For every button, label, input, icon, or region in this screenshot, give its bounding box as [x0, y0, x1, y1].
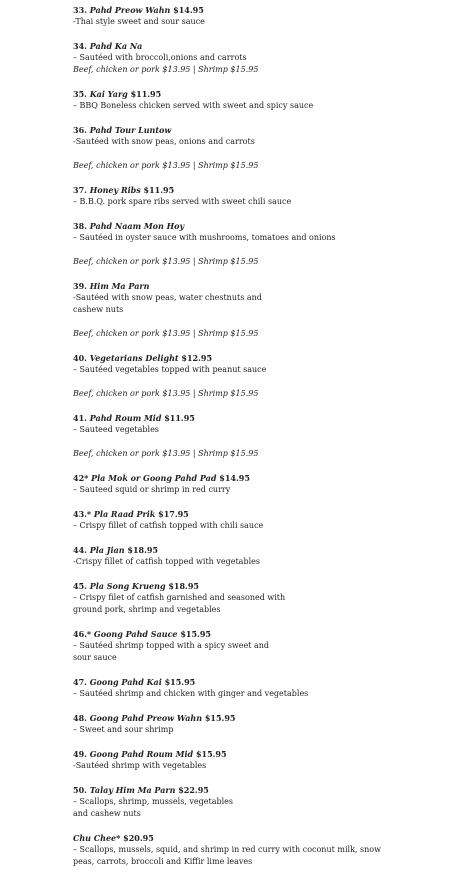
item-number: 45.: [73, 581, 87, 591]
item-price: $20.95: [123, 833, 154, 843]
item-title: [73, 832, 458, 844]
item-name: Pla Jian: [89, 545, 125, 555]
spacer: [73, 496, 458, 508]
item-name: Talay Him Ma Parn: [89, 785, 176, 795]
menu-item: [73, 352, 458, 412]
item-description: – Crispy fillet of catfish topped with chili sauce: [73, 521, 264, 530]
menu-item: [73, 544, 458, 580]
item-title: [73, 544, 458, 556]
spacer: [73, 736, 458, 748]
item-description: – Sautéed in oyster sauce with mushrooms, tomatoes and onions: [73, 233, 336, 242]
item-price-options: Beef, chicken or pork $13.95 | Shrimp $15.95: [73, 257, 259, 266]
menu-item: [73, 412, 458, 472]
item-name: Goong Pahd Preow Wahn: [89, 713, 203, 723]
spacer: [73, 268, 458, 280]
item-name: Pahd Naam Mon Hoy: [89, 221, 185, 231]
item-description: – BBQ Boneless chicken served with sweet and spicy sauce: [73, 101, 314, 110]
item-price: $15.95: [164, 677, 196, 687]
spacer: [73, 148, 458, 160]
item-description: -Thai style sweet and sour sauce: [73, 17, 205, 26]
item-description: -Crispy fillet of catfish topped with vegetables: [73, 557, 260, 566]
item-price: $15.95: [204, 713, 236, 723]
item-number: 37.: [73, 185, 87, 195]
item-number: 35.: [73, 89, 87, 99]
menu-item: [73, 220, 458, 280]
item-name: Pahd Ka Na: [89, 41, 143, 51]
spacer: [73, 532, 458, 544]
item-number: 39.: [73, 281, 87, 291]
spacer: [73, 76, 458, 88]
item-description: – Scallops, mussels, squid, and shrimp in red curry with coconut milk, snow: [73, 845, 381, 854]
item-name: Pahd Tour Luntow: [89, 125, 172, 135]
item-title: [73, 748, 458, 760]
item-price: $22.95: [178, 785, 209, 795]
item-description: – Scallops, shrimp, mussels, vegetables: [73, 797, 233, 806]
item-name: Goong Pahd Sauce: [93, 629, 178, 639]
item-name: Chu Chee*: [73, 833, 121, 843]
item-name: Goong Pahd Roum Mid: [89, 749, 194, 759]
item-title: [73, 4, 458, 16]
item-name: Pla Mok or Goong Pahd Pad: [91, 473, 217, 483]
item-number: 40.: [73, 353, 87, 363]
spacer: [73, 616, 458, 628]
item-name: Pahd Preow Wahn: [89, 5, 171, 15]
item-title: [73, 676, 458, 688]
item-number: 33.: [73, 5, 87, 15]
spacer: [73, 460, 458, 472]
menu-list: [73, 4, 458, 880]
item-title: [73, 220, 458, 232]
item-name: Pla Song Krueng: [89, 581, 166, 591]
menu-item: [73, 4, 458, 40]
item-title: [73, 580, 458, 592]
item-description: – Sautéed shrimp and chicken with ginger and vegetables: [73, 689, 309, 698]
spacer: [73, 868, 458, 880]
item-title: [73, 88, 458, 100]
spacer: [73, 664, 458, 676]
spacer: [73, 340, 458, 352]
item-price: $11.95: [130, 89, 162, 99]
item-price-options: Beef, chicken or pork $13.95 | Shrimp $15.95: [73, 65, 259, 74]
menu-item: [73, 184, 458, 220]
item-description: – B.B.Q. pork spare ribs served with sweet chili sauce: [73, 197, 292, 206]
spacer: [73, 28, 458, 40]
item-description: sour sauce: [73, 653, 117, 662]
item-description: – Sautéed with broccoli,onions and carrots: [73, 53, 247, 62]
menu-item: [73, 472, 458, 508]
item-price-options: Beef, chicken or pork $13.95 | Shrimp $15.95: [73, 329, 259, 338]
spacer: [73, 436, 458, 448]
item-title: [73, 412, 458, 424]
item-description: -Sautéed with snow peas, onions and carrots: [73, 137, 255, 146]
item-description: -Sautéed shrimp with vegetables: [73, 761, 207, 770]
menu-item: [73, 784, 458, 832]
spacer: [73, 208, 458, 220]
item-description: peas, carrots, broccoli and Kiffir lime leaves: [73, 857, 253, 866]
menu-item: [73, 712, 458, 748]
item-price: $18.95: [127, 545, 158, 555]
item-number: 44.: [73, 545, 87, 555]
item-number: 36.: [73, 125, 87, 135]
spacer: [73, 772, 458, 784]
item-price: $14.95: [173, 5, 204, 15]
item-description: ground pork, shrimp and vegetables: [73, 605, 221, 614]
item-description: and cashew nuts: [73, 809, 141, 818]
item-description: – Sauteed vegetables: [73, 425, 159, 434]
item-price: $15.95: [180, 629, 211, 639]
item-price: $11.95: [143, 185, 175, 195]
spacer: [73, 316, 458, 328]
item-number: 41.: [73, 413, 87, 423]
item-number: 42*: [73, 473, 89, 483]
item-title: [73, 280, 458, 292]
item-number: 48.: [73, 713, 87, 723]
item-description: – Sautéed vegetables topped with peanut sauce: [73, 365, 267, 374]
item-number: 47.: [73, 677, 87, 687]
item-price: $14.95: [219, 473, 250, 483]
spacer: [73, 112, 458, 124]
item-name: Vegetarians Delight: [89, 353, 179, 363]
item-price-options: Beef, chicken or pork $13.95 | Shrimp $15.95: [73, 161, 259, 170]
spacer: [73, 244, 458, 256]
menu-item: [73, 40, 458, 88]
item-price: $11.95: [164, 413, 195, 423]
item-price: $12.95: [181, 353, 213, 363]
item-description: – Sweet and sour shrimp: [73, 725, 174, 734]
spacer: [73, 568, 458, 580]
item-name: Pla Raad Prik: [93, 509, 156, 519]
item-price-options: Beef, chicken or pork $13.95 | Shrimp $15.95: [73, 449, 259, 458]
item-name: Pahd Roum Mid: [89, 413, 162, 423]
item-description: – Sautéed shrimp topped with a spicy sweet and: [73, 641, 270, 650]
item-number: 46.*: [73, 629, 92, 639]
item-price: $15.95: [195, 749, 227, 759]
item-title: [73, 508, 458, 520]
spacer: [73, 376, 458, 388]
item-description: – Sauteed squid or shrimp in red curry: [73, 485, 231, 494]
item-number: 50.: [73, 785, 87, 795]
menu-item: [73, 748, 458, 784]
spacer: [73, 172, 458, 184]
item-title: [73, 784, 458, 796]
menu-item: [73, 676, 458, 712]
menu-item: [73, 580, 458, 628]
item-description: – Crispy filet of catfish garnished and seasoned with: [73, 593, 286, 602]
menu-item: [73, 88, 458, 124]
item-description: -Sautéed with snow peas, water chestnuts and: [73, 293, 262, 302]
menu-item: [73, 832, 458, 880]
item-name: Him Ma Parn: [89, 281, 150, 291]
item-title: [73, 40, 458, 52]
item-number: 43.*: [73, 509, 92, 519]
item-price: $18.95: [168, 581, 199, 591]
spacer: [73, 400, 458, 412]
menu-item: [73, 508, 458, 544]
item-title: [73, 628, 458, 640]
menu-item: [73, 124, 458, 184]
item-price-options: Beef, chicken or pork $13.95 | Shrimp $15.95: [73, 389, 259, 398]
spacer: [73, 700, 458, 712]
item-name: Kai Yarg: [89, 89, 128, 99]
item-number: 34.: [73, 41, 87, 51]
item-title: [73, 184, 458, 196]
item-name: Honey Ribs: [89, 185, 141, 195]
item-number: 38.: [73, 221, 87, 231]
item-title: [73, 352, 458, 364]
item-number: 49.: [73, 749, 87, 759]
item-title: [73, 472, 458, 484]
menu-item: [73, 628, 458, 676]
item-title: [73, 712, 458, 724]
item-title: [73, 124, 458, 136]
item-description: cashew nuts: [73, 305, 124, 314]
item-name: Goong Pahd Kai: [89, 677, 162, 687]
spacer: [73, 820, 458, 832]
item-price: $17.95: [158, 509, 189, 519]
menu-item: [73, 280, 458, 352]
